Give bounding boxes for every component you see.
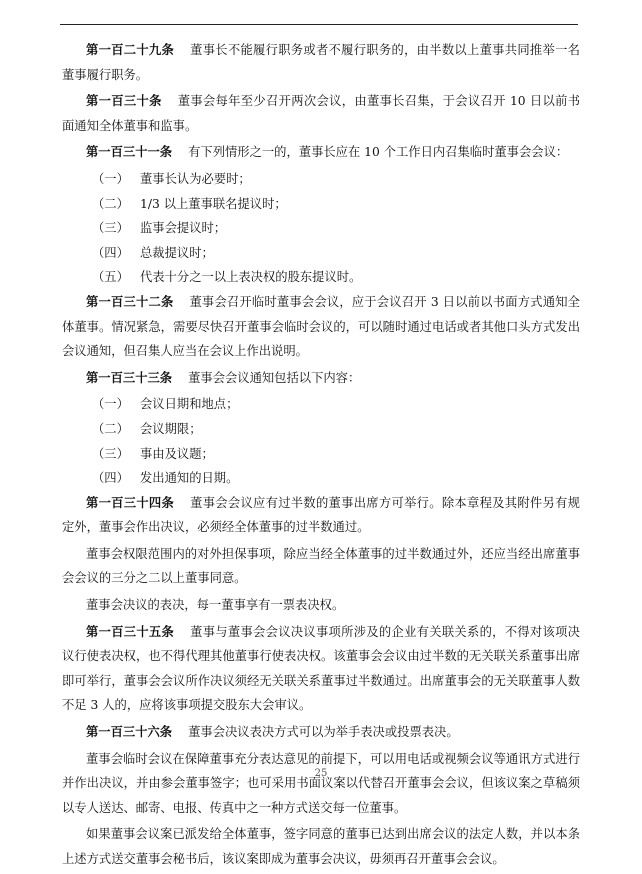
article-text: 董事与董事会会议决议事项所涉及的企业有关联关系的，不得对该项决议行使表决权，也不得代理其他董事行使表决权。该董事会会议由过半数的无关联关系董事出席即可举行，董事会会议所作决议须经无关联关系董事过半数通过。出席董事会的无关联董事人数不足 3 人的，应将该事项提交股东大会审议。 [62,624,580,713]
list-item [62,167,580,192]
header-rule [60,24,578,25]
article-title: 第一百三十一条 [86,145,173,160]
list-item-number: （二） [92,196,129,211]
list-item-number: （五） [92,270,129,285]
article-text: 董事会决议表决方式可以为举手表决或投票表决。 [188,725,459,740]
article-title: 第一百三十二条 [86,294,174,309]
paragraph: 董事会临时会议在保障董事充分表达意见的前提下，可以用电话或视频会议等通讯方式进行并作出决议，并由参会董事签字；也可采用书面议案以代替召开董事会会议，但该议案之草稿须以专人送达、邮寄、电报、传真中之一种方式送交每一位董事。 [62,751,580,815]
article-text: 董事会每年至少召开两次会议，由董事长召集，于会议召开 10 日以前书面通知全体董事和监事。 [62,94,580,133]
list-item-number: （三） [92,446,129,461]
article-text: 有下列情形之一的，董事长应在 10 个工作日内召集临时董事会会议： [188,145,569,160]
list-item-text: 监事会提议时； [140,221,227,236]
list-item [62,466,580,491]
article-text: 董事会会议通知包括以下内容： [188,370,361,385]
article-132 [62,290,580,364]
list-item-text: 1/3 以上董事联名提议时； [140,196,287,211]
article-133 [62,366,580,391]
article-134 [62,491,580,540]
list-item [62,216,580,241]
list-item [62,392,580,417]
article-135 [62,620,580,718]
list-item-number: （四） [92,245,129,260]
list-item-text: 会议日期和地点； [140,397,239,412]
list-item-number: （一） [92,171,129,186]
list-item-text: 发出通知的日期。 [140,471,239,486]
list-item [62,442,580,467]
list-item [62,417,580,442]
list-item [62,265,580,290]
list-item-number: （一） [92,397,129,412]
list-item-text: 总裁提议时； [140,245,214,260]
article-text: 董事会召开临时董事会会议，应于会议召开 3 日以前以书面方式通知全体董事。情况紧急，需要尽快召开董事会临时会议的，可以随时通过电话或者其他口头方式发出会议通知，但召集人应当在会议上作出说明。 [62,294,580,359]
article-title: 第一百三十三条 [86,370,173,385]
article-136 [62,720,580,745]
list-item [62,241,580,266]
article-129 [62,38,580,87]
page-number: 25 [314,768,328,779]
article-title: 第一百三十五条 [86,624,175,639]
list-item-number: （三） [92,221,129,236]
article-text: 董事长不能履行职务或者不履行职务的，由半数以上董事共同推举一名董事履行职务。 [62,43,580,82]
list-item-number: （二） [92,421,129,436]
article-title: 第一百三十四条 [86,495,175,510]
article-title: 第一百二十九条 [86,43,175,57]
article-text: 董事会会议应有过半数的董事出席方可举行。除本章程及其附件另有规定外，董事会作出决议，必须经全体董事的过半数通过。 [62,495,580,535]
list-item-text: 会议期限； [140,421,202,436]
list-item [62,192,580,217]
paragraph: 董事会权限范围内的对外担保事项，除应当经全体董事的过半数通过外，还应当经出席董事会会议的三分之二以上董事同意。 [62,546,580,586]
article-title: 第一百三十六条 [86,725,173,740]
list-item-number: （四） [92,471,129,486]
list-item-text: 董事长认为必要时； [140,171,251,186]
paragraph: 董事会决议的表决，每一董事享有一票表决权。 [86,598,345,613]
paragraph: 如果董事会议案已派发给全体董事，签字同意的董事已达到出席会议的法定人数，并以本条上述方式送交董事会秘书后，该议案即成为董事会决议，毋须再召开董事会会议。 [62,827,580,866]
article-130 [62,89,580,138]
list-item-text: 事由及议题； [140,446,214,461]
list-item-text: 代表十分之一以上表决权的股东提议时。 [140,270,362,285]
document-body [62,38,580,874]
article-title: 第一百三十条 [86,94,162,109]
article-131 [62,140,580,165]
